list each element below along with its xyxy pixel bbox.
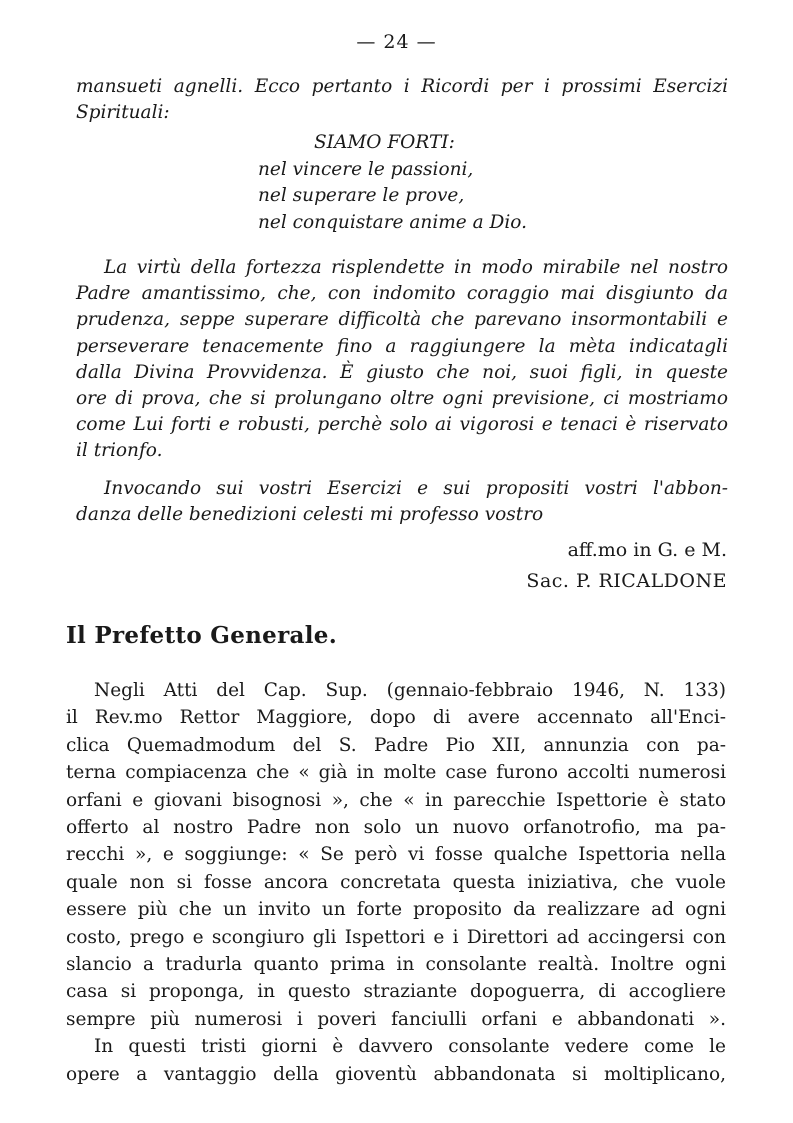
signature [526,535,727,597]
paragraph-line: come Lui forti e robusti, perchè solo ai vigorosi e tenaci è riservato [76,414,728,436]
paragraph-line: Padre amantissimo, che, con indomito coraggio mai disgiunto da [76,283,728,305]
body-line: orfani e giovani bisognosi », che « in parecchie Ispettorie è stato [66,789,726,811]
body-line: costo, prego e scongiuro gli Ispettori e i Direttori ad accingersi con [66,926,726,948]
body-line: Negli Atti del Cap. Sup. (gennaio-febbraio 1946, N. 133) [94,680,726,701]
paragraph-line: prudenza, seppe superare difficoltà che parevano insormontabili e [76,309,728,331]
paragraph-line: ore di prova, che si prolungano oltre ogni previsione, ci mostriamo [76,388,728,410]
signature-name: Sac. P. RICALDONE [526,570,727,592]
body-line: quale non si fosse ancora concretata questa iniziativa, che vuole [66,871,726,893]
intro-line: Spirituali: [76,102,170,124]
paragraph-closing [76,476,728,528]
section-heading: Il Prefetto Generale. [66,622,338,649]
paragraph-line: perseverare tenacemente fino a raggiungere la mèta indicatagli [76,335,728,357]
body-line: clica Quemadmodum del S. Padre Pio XII, annunzia con pa- [66,734,726,756]
body-line: opere a vantaggio della gioventù abbandonata si moltiplicano, [66,1063,726,1085]
body-line: terna compiacenza che « già in molte case furono accolti numerosi [66,762,726,784]
body-line: slancio a tradurla quanto prima in consolante realtà. Inoltre ogni [66,954,726,976]
body-line: casa si proponga, in questo straziante dopoguerra, di accogliere [66,981,726,1003]
paragraph-fortezza [76,255,728,465]
paragraph-line: danza delle benedizioni celesti mi professo vostro [76,504,544,526]
paragraph-line: La virtù della fortezza risplendette in modo mirabile nel nostro [104,257,728,278]
body-line: sempre più numerosi i poveri fanciulli orfani e abbandonati ». [66,1008,726,1030]
motto-line: nel vincere le passioni, [258,158,474,180]
body-line: In questi tristi giorni è davvero consolante vedere come le [94,1036,726,1058]
signature-closing: aff.mo in G. e M. [567,539,727,561]
motto-heading: SIAMO FORTI: [314,132,455,153]
section-body [66,677,726,1088]
body-line: offerto al nostro Padre non solo un nuovo orfanotrofio, ma pa- [66,817,726,839]
motto [258,130,527,236]
page-number: — 24 — [356,31,437,53]
paragraph-line: dalla Divina Provvidenza. È giusto che noi, suoi figli, in queste [76,361,728,383]
paragraph-line: Invocando sui vostri Esercizi e sui propositi vostri l'abbon- [104,478,728,499]
body-line: il Rev.mo Rettor Maggiore, dopo di avere accennato all'Enci- [66,707,726,729]
intro-line: mansueti agnelli. Ecco pertanto i Ricordi per i prossimi Esercizi [76,76,728,97]
body-line: recchi », e soggiunge: « Se però vi fosse qualche Ispettoria nella [66,844,726,866]
intro-text [76,74,728,126]
motto-line: nel superare le prove, [258,185,465,206]
body-line: essere più che un invito un forte proposito da realizzare ad ogni [66,899,726,921]
motto-line: nel conquistare anime a Dio. [258,211,527,233]
paragraph-line: il trionfo. [76,440,163,462]
